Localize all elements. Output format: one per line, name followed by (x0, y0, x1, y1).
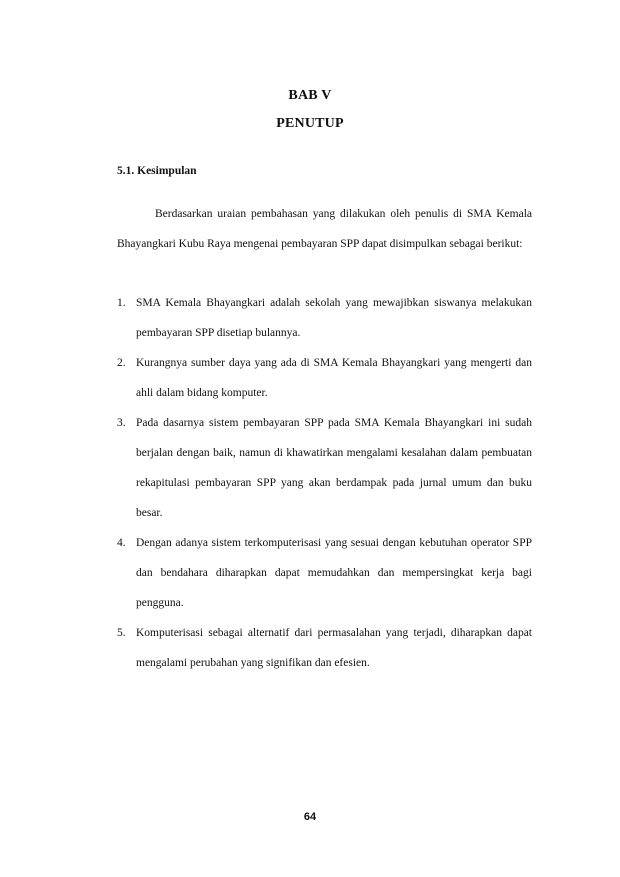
list-item (117, 528, 532, 618)
list-item-number: 5. (117, 627, 126, 639)
list-item-text: Komputerisasi sebagai alternatif dari permasalahan yang terjadi, diharapkan dapat mengalami perubahan yang signifikan dan efesien. (136, 627, 532, 669)
list-item (117, 618, 532, 678)
intro-paragraph: Berdasarkan uraian pembahasan yang dilakukan oleh penulis di SMA Kemala Bhayangkari Kubu Raya mengenai pembayaran SPP dapat disimpulkan sebagai berikut: (117, 208, 532, 250)
list-item-text: Dengan adanya sistem terkomputerisasi yang sesuai dengan kebutuhan operator SPP dan bendahara diharapkan dapat memudahkan dan mempersingkat kerja bagi pengguna. (136, 537, 532, 609)
list-item (117, 288, 532, 348)
list-item-number: 3. (117, 417, 126, 429)
chapter-title: PENUTUP (276, 116, 344, 131)
chapter-number: BAB V (288, 88, 332, 103)
list-item-text: Pada dasarnya sistem pembayaran SPP pada SMA Kemala Bhayangkari ini sudah berjalan dengan baik, namun di khawatirkan mengalami kesalahan dalam pembuatan rekapitulasi pembayaran SPP yang akan berdampak pada jurnal umum dan buku besar. (136, 417, 532, 519)
list-item-text: SMA Kemala Bhayangkari adalah sekolah yang mewajibkan siswanya melakukan pembayaran SPP disetiap bulannya. (136, 297, 532, 339)
conclusion-list (117, 288, 532, 678)
list-item (117, 408, 532, 528)
page-number: 64 (303, 811, 317, 823)
list-item-number: 1. (117, 297, 126, 309)
list-item-number: 2. (117, 357, 126, 369)
list-item-text: Kurangnya sumber daya yang ada di SMA Kemala Bhayangkari yang mengerti dan ahli dalam bidang komputer. (136, 357, 532, 399)
list-item (117, 348, 532, 408)
list-item-number: 4. (117, 537, 126, 549)
section-heading: 5.1. Kesimpulan (117, 165, 197, 177)
